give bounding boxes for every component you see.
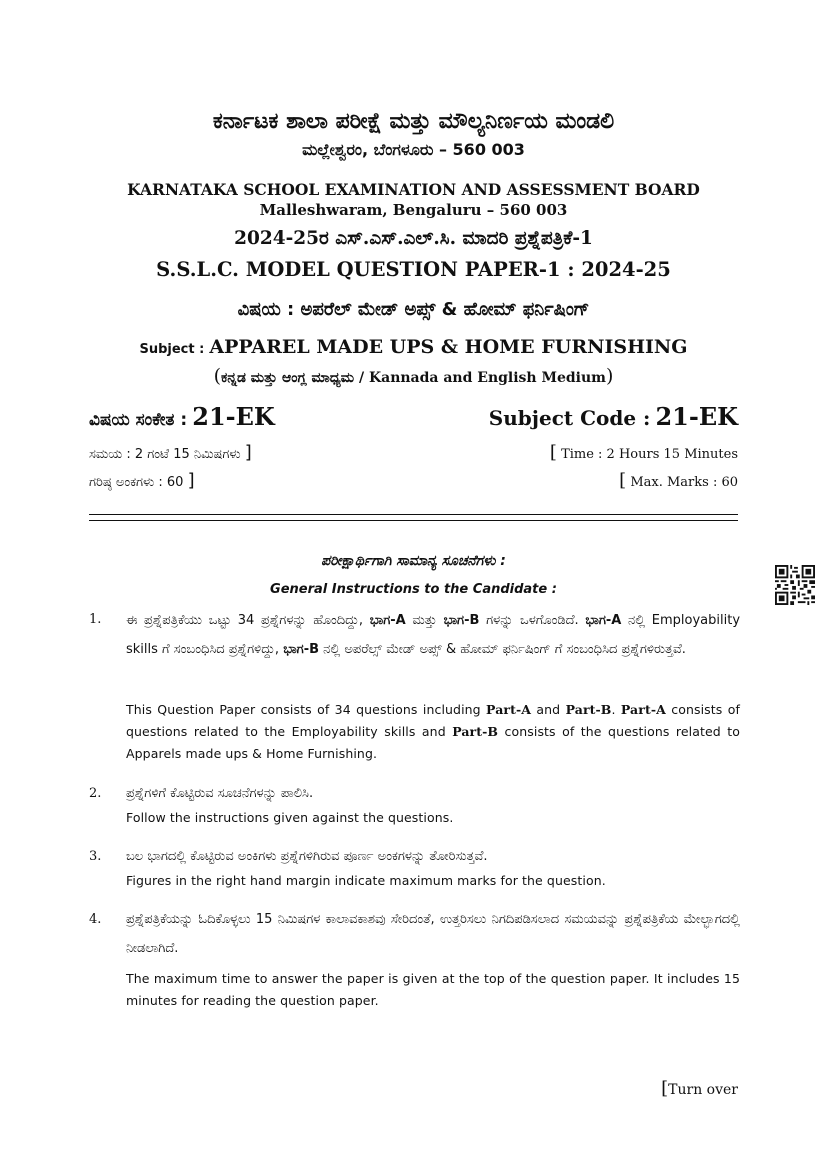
subject-code-value-english: 21-EK [655,402,738,431]
divider-bottom [89,520,738,521]
instruction-english: Follow the instructions given against the questions. [126,810,454,825]
subject-code-kannada [89,402,275,431]
marks-kannada: ಗರಿಷ್ಠ ಅಂಕಗಳು : 60 ] [89,470,195,491]
subject-label: Subject : [139,342,205,357]
subject-code-value: 21-EK [192,402,275,431]
board-address-kannada: ಮಲ್ಲೇಶ್ವರಂ, ಬೆಂಗಳೂರು – 560 003 [302,140,525,159]
time-english-text: Time : 2 Hours 15 Minutes [561,447,738,462]
medium-line: (ಕನ್ನಡ ಮತ್ತು ಆಂಗ್ಲ ಮಾಧ್ಯಮ / Kannada and English Medium) [213,365,614,387]
instructions-heading-kannada: ಪರೀಕ್ಷಾರ್ಥಿಗಾಗಿ ಸಾಮಾನ್ಯ ಸೂಚನೆಗಳು : [321,553,506,569]
turn-over-note: [Turn over [661,1078,738,1099]
medium-text: ಕನ್ನಡ ಮತ್ತು ಆಂಗ್ಲ ಮಾಧ್ಯಮ / Kannada and English Medium [220,370,606,386]
instruction-kannada: ಪ್ರಶ್ನೆಪತ್ರಿಕೆಯನ್ನು ಓದಿಕೊಳ್ಳಲು 15 ನಿಮಿಷಗಳ ಕಾಲಾವಕಾಶವು ಸೇರಿದಂತೆ, ಉತ್ತರಿಸಲು ನಿಗದಿಪಡಿಸಲಾದ ಸಮಯವನ್ನು ಪ್ರಶ್ನೆಪತ್ರಿಕೆಯ ಮೇಲ್ಭಾಗದಲ್ಲಿ ನೀಡಲಾಗಿದೆ. [126,912,740,956]
instruction-kannada: ಪ್ರಶ್ನೆಗಳಿಗೆ ಕೊಟ್ಟಿರುವ ಸೂಚನೆಗಳನ್ನು ಪಾಲಿಸಿ. [126,786,314,801]
instruction-english: The maximum time to answer the paper is given at the top of the question paper. It includes 15 minutes for reading the question paper. [126,971,740,1008]
turn-over-text: Turn over [668,1082,738,1098]
qr-code-icon [775,565,815,605]
marks-english-text: Max. Marks : 60 [630,475,738,490]
paper-title-kannada: 2024-25ರ ಎಸ್.ಎಸ್.ಎಲ್.ಸಿ. ಮಾದರಿ ಪ್ರಶ್ನೆಪತ್ರಿಕೆ-1 [234,228,593,249]
marks-english: [ Max. Marks : 60 [619,470,738,491]
paper-title-english: S.S.L.C. MODEL QUESTION PAPER-1 : 2024-25 [156,258,671,281]
instruction-number: 4. [89,912,102,927]
subject-english [0,336,827,358]
subject-code-english [489,402,738,431]
instructions-heading-english: General Instructions to the Candidate : [270,582,557,597]
marks-kannada-text: ಗರಿಷ್ಠ ಅಂಕಗಳು : 60 [89,475,184,490]
subject-kannada: ವಿಷಯ : ಅಪರೆಲ್ ಮೇಡ್ ಅಪ್ಸ್ & ಹೋಮ್ ಫರ್ನಿಷಿಂಗ್ [237,299,590,320]
time-kannada-text: ಸಮಯ : 2 ಗಂಟೆ 15 ನಿಮಿಷಗಳು [89,447,241,462]
subject-code-label-english: Subject Code : [488,406,651,430]
instruction-kannada: ಈ ಪ್ರಶ್ನೆಪತ್ರಿಕೆಯು ಒಟ್ಟು 34 ಪ್ರಶ್ನೆಗಳನ್ನು ಹೊಂದಿದ್ದು, ಭಾಗ-A ಮತ್ತು ಭಾಗ-B ಗಳನ್ನು ಒಳಗೊಂಡಿದೆ. ಭಾಗ-A ನಲ್ಲಿ Employability skills ಗೆ ಸಂಬಂಧಿಸಿದ ಪ್ರಶ್ನೆಗಳಿದ್ದು, ಭಾಗ-B ನಲ್ಲಿ ಅಪರೆಲ್ಸ್ ಮೇಡ್ ಅಪ್ಸ್ & ಹೋಮ್ ಫರ್ನಿಷಿಂಗ್ ಗೆ ಸಂಬಂಧಿಸಿದ ಪ್ರಶ್ನೆಗಳಿರುತ್ತವೆ. [126,613,741,657]
board-name-english: KARNATAKA SCHOOL EXAMINATION AND ASSESSMENT BOARD [127,180,700,199]
instruction-number: 3. [89,849,102,864]
instruction-english: Figures in the right hand margin indicate maximum marks for the question. [126,873,606,888]
subject-code-label-kannada: ವಿಷಯ ಸಂಕೇತ : [89,410,188,430]
board-name-kannada: ಕರ್ನಾಟಕ ಶಾಲಾ ಪರೀಕ್ಷೆ ಮತ್ತು ಮೌಲ್ಯನಿರ್ಣಯ ಮಂಡಲಿ [212,109,615,134]
instruction-english: This Question Paper consists of 34 questions including Part-A and Part-B. Part-A consists of questions related to the Employability skills and Part-B consists of the questions related to Apparels made ups & Home Furnishing. [126,702,740,761]
instruction-kannada: ಬಲ ಭಾಗದಲ್ಲಿ ಕೊಟ್ಟಿರುವ ಅಂಕಿಗಳು ಪ್ರಶ್ನೆಗಳಿಗಿರುವ ಪೂರ್ಣ ಅಂಕಗಳನ್ನು ತೋರಿಸುತ್ತವೆ. [126,849,488,864]
board-address-english: Malleshwaram, Bengaluru – 560 003 [259,201,568,219]
instruction-number: 2. [89,786,102,801]
instruction-number: 1. [89,612,102,627]
divider-top [89,514,738,515]
time-english: [ Time : 2 Hours 15 Minutes [549,442,738,463]
subject-value: APPAREL MADE UPS & HOME FURNISHING [209,336,688,358]
time-kannada: ಸಮಯ : 2 ಗಂಟೆ 15 ನಿಮಿಷಗಳು ] [89,442,252,463]
